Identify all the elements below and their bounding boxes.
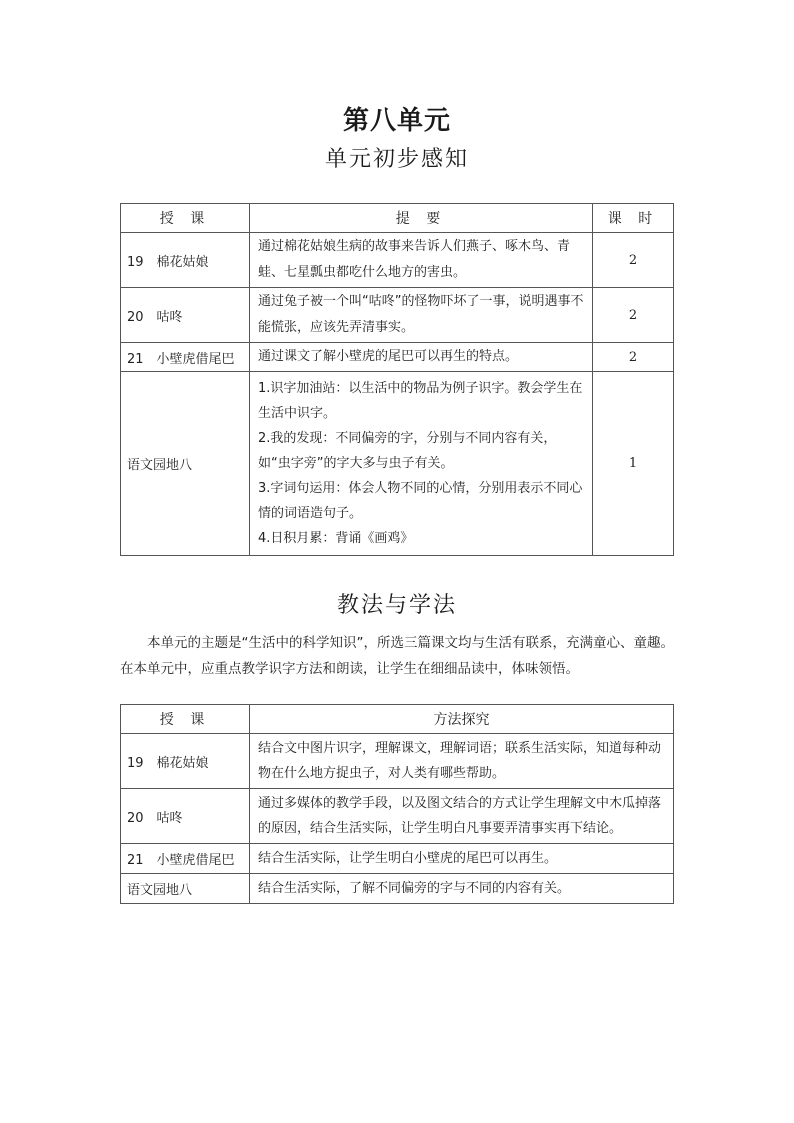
- list-item: 1.识字加油站：以生活中的物品为例子识字。教会学生在生活中识字。: [258, 381, 583, 421]
- header-method: 方法探究: [250, 705, 674, 734]
- header-hours: 课 时: [593, 204, 674, 233]
- section1-heading: 单元初步感知: [324, 147, 469, 172]
- table-row: [121, 372, 674, 556]
- hours-cell: 2: [593, 343, 674, 372]
- table-row: [121, 288, 674, 343]
- lesson-cell: 21 小壁虎借尾巴: [121, 343, 250, 372]
- method-cell: 结合文中图片识字，理解课文，理解词语；联系生活实际，知道每种动物在什么地方捉虫子，对人类有哪些帮助。: [250, 734, 674, 789]
- lesson-cell: 20 咕咚: [121, 288, 250, 343]
- lesson-cell: 语文园地八: [121, 372, 250, 556]
- section2-heading: 教法与学法: [336, 593, 457, 618]
- lesson-cell: 语文园地八: [121, 874, 250, 904]
- summary-cell: 通过兔子被一个叫“咕咚”的怪物吓坏了一事，说明遇事不能慌张，应该先弄清事实。: [250, 288, 593, 343]
- method-cell: 通过多媒体的教学手段，以及图文结合的方式让学生理解文中木瓜掉落的原因，结合生活实际，让学生明白凡事要弄清事实再下结论。: [250, 789, 674, 844]
- header-lesson: 授 课: [121, 204, 250, 233]
- table-row: [121, 343, 674, 372]
- overview-table: [120, 203, 674, 556]
- table-row: [121, 874, 674, 904]
- table-header-row: [121, 204, 674, 233]
- method-cell: 结合生活实际，让学生明白小壁虎的尾巴可以再生。: [250, 844, 674, 874]
- table-row: [121, 789, 674, 844]
- hours-cell: 2: [593, 288, 674, 343]
- lesson-cell: 21 小壁虎借尾巴: [121, 844, 250, 874]
- unit-title: 第八单元: [342, 106, 451, 136]
- header-lesson: 授 课: [121, 705, 250, 734]
- lesson-cell: 20 咕咚: [121, 789, 250, 844]
- hours-cell: 1: [593, 372, 674, 556]
- summary-cell: 通过棉花姑娘生病的故事来告诉人们燕子、啄木鸟、青蛙、七星瓢虫都吃什么地方的害虫。: [250, 233, 593, 288]
- summary-list-cell: [250, 372, 593, 556]
- table-row: [121, 844, 674, 874]
- list-item: 4.日积月累：背诵《画鸡》: [258, 531, 414, 546]
- hours-cell: 2: [593, 233, 674, 288]
- list-item: 3.字词句运用：体会人物不同的心情，分别用表示不同心情的词语造句子。: [258, 481, 583, 521]
- method-cell: 结合生活实际，了解不同偏旁的字与不同的内容有关。: [250, 874, 674, 904]
- lesson-cell: 19 棉花姑娘: [121, 233, 250, 288]
- table-row: [121, 734, 674, 789]
- list-item: 2.我的发现：不同偏旁的字，分别与不同内容有关，如“虫字旁”的字大多与虫子有关。: [258, 431, 557, 471]
- section2-paragraph: 本单元的主题是“生活中的科学知识”，所选三篇课文均与生活有联系，充满童心、童趣。在本单元中，应重点教学识字方法和朗读，让学生在细细品读中，体味领悟。: [120, 635, 674, 677]
- lesson-cell: 19 棉花姑娘: [121, 734, 250, 789]
- table-row: [121, 233, 674, 288]
- methods-table: [120, 704, 674, 904]
- header-summary: 提 要: [250, 204, 593, 233]
- summary-cell: 通过课文了解小壁虎的尾巴可以再生的特点。: [250, 343, 593, 372]
- table-header-row: [121, 705, 674, 734]
